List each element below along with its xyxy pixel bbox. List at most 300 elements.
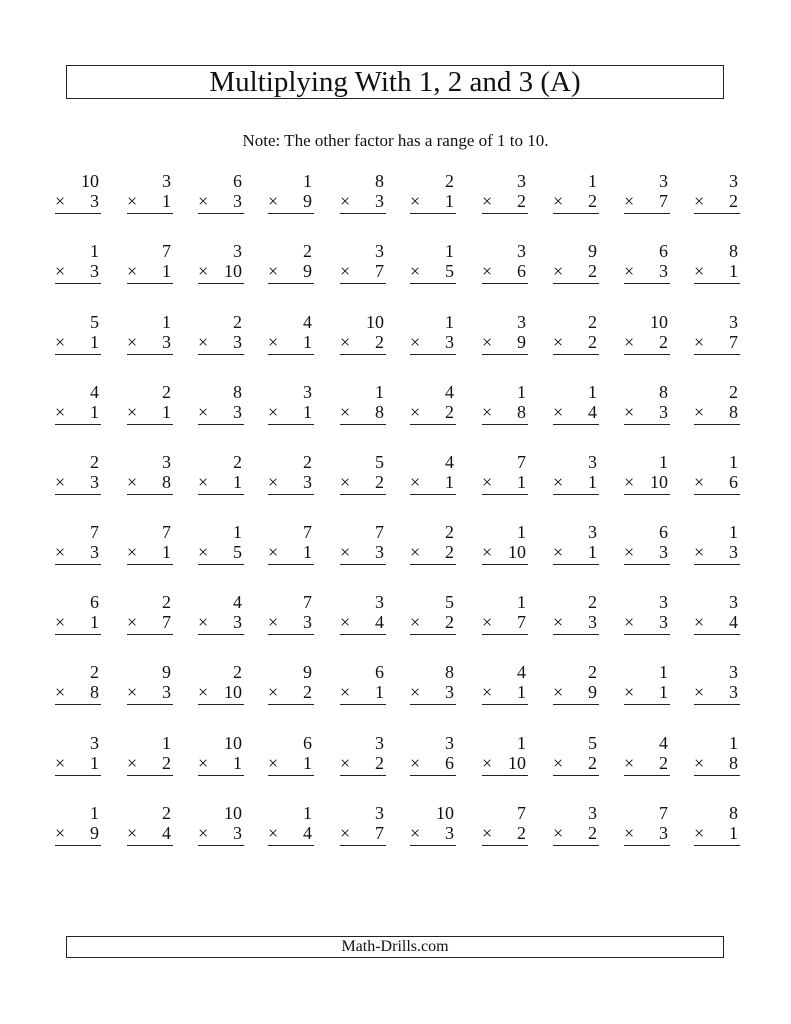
top-factor: 3	[162, 452, 171, 472]
times-sign: ×	[340, 402, 351, 422]
bottom-factor: 1	[375, 682, 384, 702]
answer-line	[694, 775, 740, 776]
times-sign: ×	[127, 332, 138, 352]
times-sign: ×	[198, 472, 209, 492]
multiplication-problem	[198, 522, 244, 572]
top-factor: 1	[588, 382, 597, 402]
times-sign: ×	[410, 402, 421, 422]
times-sign: ×	[553, 753, 564, 773]
answer-line	[198, 775, 244, 776]
times-sign: ×	[694, 823, 705, 843]
answer-line	[55, 845, 101, 846]
bottom-factor: 4	[375, 612, 384, 632]
multiplication-problem	[553, 171, 599, 221]
times-sign: ×	[268, 682, 279, 702]
top-factor: 8	[233, 382, 242, 402]
times-sign: ×	[553, 542, 564, 562]
bottom-factor: 2	[303, 682, 312, 702]
bottom-factor: 3	[659, 823, 668, 843]
bottom-factor: 5	[445, 261, 454, 281]
bottom-factor: 8	[162, 472, 171, 492]
bottom-factor: 1	[445, 191, 454, 211]
bottom-factor: 3	[303, 612, 312, 632]
answer-line	[482, 283, 528, 284]
bottom-factor: 7	[375, 261, 384, 281]
answer-line	[340, 845, 386, 846]
times-sign: ×	[340, 191, 351, 211]
bottom-factor: 1	[162, 402, 171, 422]
times-sign: ×	[268, 261, 279, 281]
top-factor: 10	[436, 803, 454, 823]
times-sign: ×	[55, 823, 66, 843]
top-factor: 1	[659, 662, 668, 682]
multiplication-problem	[127, 241, 173, 291]
bottom-factor: 3	[233, 612, 242, 632]
times-sign: ×	[198, 823, 209, 843]
top-factor: 5	[445, 592, 454, 612]
times-sign: ×	[410, 542, 421, 562]
answer-line	[198, 283, 244, 284]
times-sign: ×	[268, 612, 279, 632]
top-factor: 6	[233, 171, 242, 191]
times-sign: ×	[55, 332, 66, 352]
multiplication-problem	[55, 803, 101, 853]
times-sign: ×	[482, 472, 493, 492]
bottom-factor: 10	[508, 542, 526, 562]
answer-line	[127, 213, 173, 214]
top-factor: 2	[162, 382, 171, 402]
top-factor: 3	[588, 522, 597, 542]
multiplication-problem	[410, 733, 456, 783]
answer-line	[127, 704, 173, 705]
answer-line	[694, 845, 740, 846]
multiplication-problem	[340, 662, 386, 712]
answer-line	[55, 704, 101, 705]
multiplication-problem	[55, 662, 101, 712]
multiplication-problem	[624, 171, 670, 221]
answer-line	[55, 494, 101, 495]
top-factor: 5	[588, 733, 597, 753]
times-sign: ×	[624, 682, 635, 702]
answer-line	[410, 775, 456, 776]
top-factor: 6	[659, 522, 668, 542]
times-sign: ×	[340, 332, 351, 352]
times-sign: ×	[198, 332, 209, 352]
top-factor: 3	[303, 382, 312, 402]
times-sign: ×	[410, 612, 421, 632]
multiplication-problem	[198, 312, 244, 362]
times-sign: ×	[340, 823, 351, 843]
top-factor: 4	[445, 382, 454, 402]
multiplication-problem	[410, 241, 456, 291]
answer-line	[340, 283, 386, 284]
answer-line	[624, 775, 670, 776]
bottom-factor: 3	[375, 542, 384, 562]
bottom-factor: 7	[659, 191, 668, 211]
top-factor: 3	[729, 662, 738, 682]
times-sign: ×	[482, 542, 493, 562]
bottom-factor: 7	[729, 332, 738, 352]
multiplication-problem	[127, 171, 173, 221]
answer-line	[694, 283, 740, 284]
multiplication-problem	[55, 522, 101, 572]
times-sign: ×	[482, 823, 493, 843]
multiplication-problem	[624, 592, 670, 642]
times-sign: ×	[482, 261, 493, 281]
multiplication-problem	[410, 312, 456, 362]
multiplication-problem	[482, 241, 528, 291]
answer-line	[482, 213, 528, 214]
times-sign: ×	[340, 472, 351, 492]
times-sign: ×	[268, 402, 279, 422]
times-sign: ×	[553, 823, 564, 843]
times-sign: ×	[340, 753, 351, 773]
multiplication-problem	[482, 171, 528, 221]
bottom-factor: 8	[729, 402, 738, 422]
times-sign: ×	[624, 402, 635, 422]
answer-line	[268, 564, 314, 565]
bottom-factor: 10	[224, 682, 242, 702]
top-factor: 2	[303, 241, 312, 261]
multiplication-problem	[127, 592, 173, 642]
bottom-factor: 5	[233, 542, 242, 562]
multiplication-problem	[55, 733, 101, 783]
answer-line	[268, 283, 314, 284]
bottom-factor: 6	[445, 753, 454, 773]
answer-line	[410, 564, 456, 565]
multiplication-problem	[624, 662, 670, 712]
times-sign: ×	[410, 261, 421, 281]
answer-line	[694, 634, 740, 635]
bottom-factor: 1	[659, 682, 668, 702]
multiplication-problem	[553, 522, 599, 572]
bottom-factor: 4	[588, 402, 597, 422]
multiplication-problem	[127, 312, 173, 362]
times-sign: ×	[268, 191, 279, 211]
bottom-factor: 3	[233, 823, 242, 843]
top-factor: 7	[659, 803, 668, 823]
multiplication-problem	[410, 592, 456, 642]
multiplication-problem	[127, 733, 173, 783]
multiplication-problem	[55, 382, 101, 432]
top-factor: 4	[90, 382, 99, 402]
bottom-factor: 7	[162, 612, 171, 632]
bottom-factor: 1	[233, 472, 242, 492]
bottom-factor: 3	[233, 332, 242, 352]
top-factor: 3	[729, 312, 738, 332]
bottom-factor: 10	[224, 261, 242, 281]
answer-line	[624, 354, 670, 355]
bottom-factor: 2	[588, 191, 597, 211]
times-sign: ×	[127, 612, 138, 632]
top-factor: 1	[445, 312, 454, 332]
times-sign: ×	[55, 542, 66, 562]
answer-line	[340, 775, 386, 776]
answer-line	[198, 564, 244, 565]
answer-line	[127, 634, 173, 635]
multiplication-problem	[127, 522, 173, 572]
bottom-factor: 7	[375, 823, 384, 843]
top-factor: 8	[659, 382, 668, 402]
top-factor: 3	[517, 171, 526, 191]
top-factor: 3	[375, 733, 384, 753]
top-factor: 1	[659, 452, 668, 472]
times-sign: ×	[624, 612, 635, 632]
answer-line	[55, 213, 101, 214]
bottom-factor: 3	[659, 261, 668, 281]
bottom-factor: 2	[588, 753, 597, 773]
times-sign: ×	[55, 191, 66, 211]
bottom-factor: 3	[659, 612, 668, 632]
times-sign: ×	[553, 472, 564, 492]
bottom-factor: 8	[375, 402, 384, 422]
multiplication-problem	[198, 452, 244, 502]
top-factor: 1	[729, 733, 738, 753]
answer-line	[127, 424, 173, 425]
times-sign: ×	[624, 823, 635, 843]
multiplication-problem	[55, 452, 101, 502]
bottom-factor: 10	[508, 753, 526, 773]
bottom-factor: 3	[90, 261, 99, 281]
multiplication-problem	[694, 312, 740, 362]
top-factor: 5	[90, 312, 99, 332]
top-factor: 2	[162, 803, 171, 823]
bottom-factor: 2	[517, 823, 526, 843]
top-factor: 1	[162, 312, 171, 332]
times-sign: ×	[482, 612, 493, 632]
times-sign: ×	[694, 542, 705, 562]
multiplication-problem	[624, 733, 670, 783]
multiplication-problem	[553, 312, 599, 362]
top-factor: 2	[90, 452, 99, 472]
answer-line	[410, 283, 456, 284]
bottom-factor: 1	[90, 753, 99, 773]
multiplication-problem	[624, 522, 670, 572]
multiplication-problem	[694, 382, 740, 432]
top-factor: 3	[445, 733, 454, 753]
times-sign: ×	[55, 472, 66, 492]
multiplication-problem	[553, 241, 599, 291]
answer-line	[55, 354, 101, 355]
range-note: Note: The other factor has a range of 1 to 10.	[242, 131, 549, 150]
multiplication-problem	[198, 382, 244, 432]
top-factor: 10	[224, 733, 242, 753]
bottom-factor: 1	[517, 682, 526, 702]
answer-line	[553, 634, 599, 635]
times-sign: ×	[410, 682, 421, 702]
multiplication-problem	[127, 452, 173, 502]
multiplication-problem	[624, 803, 670, 853]
times-sign: ×	[127, 753, 138, 773]
top-factor: 2	[303, 452, 312, 472]
top-factor: 2	[233, 662, 242, 682]
top-factor: 3	[375, 241, 384, 261]
multiplication-problem	[268, 382, 314, 432]
top-factor: 9	[303, 662, 312, 682]
top-factor: 3	[729, 592, 738, 612]
answer-line	[553, 424, 599, 425]
bottom-factor: 8	[517, 402, 526, 422]
times-sign: ×	[127, 542, 138, 562]
bottom-factor: 2	[729, 191, 738, 211]
times-sign: ×	[127, 682, 138, 702]
times-sign: ×	[624, 332, 635, 352]
times-sign: ×	[624, 191, 635, 211]
multiplication-problem	[127, 662, 173, 712]
top-factor: 7	[162, 522, 171, 542]
bottom-factor: 1	[445, 472, 454, 492]
bottom-factor: 1	[90, 612, 99, 632]
times-sign: ×	[553, 332, 564, 352]
answer-line	[198, 845, 244, 846]
multiplication-problem	[268, 803, 314, 853]
top-factor: 3	[517, 312, 526, 332]
top-factor: 3	[375, 803, 384, 823]
answer-line	[624, 564, 670, 565]
top-factor: 6	[303, 733, 312, 753]
times-sign: ×	[198, 753, 209, 773]
multiplication-problem	[410, 522, 456, 572]
times-sign: ×	[694, 261, 705, 281]
multiplication-problem	[55, 312, 101, 362]
top-factor: 9	[162, 662, 171, 682]
multiplication-problem	[268, 171, 314, 221]
top-factor: 10	[366, 312, 384, 332]
bottom-factor: 3	[162, 332, 171, 352]
answer-line	[340, 424, 386, 425]
answer-line	[268, 494, 314, 495]
top-factor: 7	[162, 241, 171, 261]
bottom-factor: 3	[729, 542, 738, 562]
answer-line	[482, 494, 528, 495]
answer-line	[198, 494, 244, 495]
answer-line	[268, 775, 314, 776]
times-sign: ×	[694, 402, 705, 422]
top-factor: 3	[233, 241, 242, 261]
top-factor: 2	[588, 592, 597, 612]
bottom-factor: 6	[729, 472, 738, 492]
bottom-factor: 2	[162, 753, 171, 773]
top-factor: 1	[233, 522, 242, 542]
top-factor: 9	[588, 241, 597, 261]
top-factor: 1	[517, 382, 526, 402]
worksheet-title: Multiplying With 1, 2 and 3 (A)	[66, 65, 724, 99]
bottom-factor: 3	[659, 402, 668, 422]
answer-line	[410, 354, 456, 355]
top-factor: 6	[659, 241, 668, 261]
bottom-factor: 3	[445, 682, 454, 702]
multiplication-problem	[694, 452, 740, 502]
bottom-factor: 2	[445, 542, 454, 562]
bottom-factor: 3	[303, 472, 312, 492]
top-factor: 1	[90, 241, 99, 261]
bottom-factor: 3	[588, 612, 597, 632]
top-factor: 4	[303, 312, 312, 332]
top-factor: 7	[517, 803, 526, 823]
multiplication-problem	[198, 241, 244, 291]
top-factor: 5	[375, 452, 384, 472]
answer-line	[482, 775, 528, 776]
top-factor: 1	[375, 382, 384, 402]
times-sign: ×	[268, 823, 279, 843]
answer-line	[268, 354, 314, 355]
times-sign: ×	[340, 542, 351, 562]
multiplication-problem	[553, 452, 599, 502]
bottom-factor: 8	[729, 753, 738, 773]
times-sign: ×	[410, 332, 421, 352]
answer-line	[340, 704, 386, 705]
answer-line	[127, 283, 173, 284]
bottom-factor: 3	[375, 191, 384, 211]
times-sign: ×	[553, 402, 564, 422]
bottom-factor: 4	[303, 823, 312, 843]
times-sign: ×	[198, 191, 209, 211]
multiplication-problem	[198, 803, 244, 853]
top-factor: 4	[445, 452, 454, 472]
bottom-factor: 2	[375, 332, 384, 352]
top-factor: 2	[90, 662, 99, 682]
times-sign: ×	[410, 191, 421, 211]
multiplication-problem	[268, 733, 314, 783]
bottom-factor: 9	[90, 823, 99, 843]
top-factor: 8	[729, 803, 738, 823]
times-sign: ×	[553, 682, 564, 702]
answer-line	[694, 494, 740, 495]
top-factor: 2	[729, 382, 738, 402]
answer-line	[410, 494, 456, 495]
answer-line	[553, 564, 599, 565]
multiplication-problem	[268, 522, 314, 572]
top-factor: 1	[517, 522, 526, 542]
times-sign: ×	[55, 261, 66, 281]
answer-line	[624, 424, 670, 425]
bottom-factor: 1	[588, 542, 597, 562]
answer-line	[340, 354, 386, 355]
times-sign: ×	[694, 682, 705, 702]
bottom-factor: 3	[659, 542, 668, 562]
top-factor: 10	[81, 171, 99, 191]
answer-line	[198, 634, 244, 635]
top-factor: 2	[588, 662, 597, 682]
answer-line	[624, 283, 670, 284]
bottom-factor: 3	[445, 332, 454, 352]
top-factor: 1	[303, 803, 312, 823]
bottom-factor: 3	[90, 542, 99, 562]
times-sign: ×	[55, 682, 66, 702]
top-factor: 3	[588, 452, 597, 472]
answer-line	[482, 354, 528, 355]
top-factor: 3	[588, 803, 597, 823]
multiplication-problem	[55, 241, 101, 291]
multiplication-problem	[268, 592, 314, 642]
top-factor: 10	[224, 803, 242, 823]
times-sign: ×	[268, 332, 279, 352]
answer-line	[340, 634, 386, 635]
top-factor: 4	[233, 592, 242, 612]
top-factor: 7	[90, 522, 99, 542]
multiplication-problem	[198, 662, 244, 712]
top-factor: 6	[375, 662, 384, 682]
times-sign: ×	[694, 612, 705, 632]
top-factor: 1	[445, 241, 454, 261]
answer-line	[694, 704, 740, 705]
answer-line	[55, 283, 101, 284]
multiplication-problem	[268, 241, 314, 291]
times-sign: ×	[55, 612, 66, 632]
times-sign: ×	[127, 823, 138, 843]
bottom-factor: 2	[445, 402, 454, 422]
top-factor: 1	[729, 452, 738, 472]
